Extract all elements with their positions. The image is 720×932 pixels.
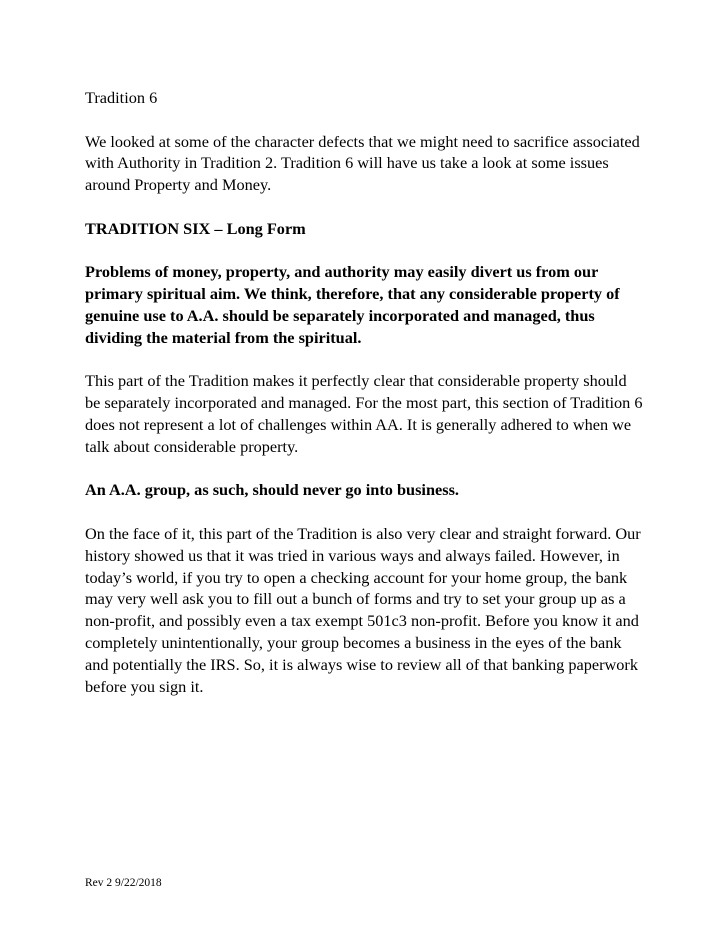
business-paragraph: On the face of it, this part of the Tradition is also very clear and straight forward. Our history showed us that it was tried in various ways and always failed. However, in today’s world, if you try to open a checking account for your home group, the bank may very well ask you to fill out a bunch of forms and try to set your group up as a non-profit, and possibly even a tax exempt 501c3 non-profit. Before you know it and completely unintentionally, your group becomes a business in the eyes of the bank and potentially the IRS. So, it is always wise to review all of that banking paperwork before you sign it. — [85, 523, 641, 696]
document-heading: Tradition 6 — [85, 88, 158, 107]
business-quote: An A.A. group, as such, should never go into business. — [85, 480, 459, 500]
property-paragraph: This part of the Tradition makes it perfectly clear that considerable property should be separately incorporated and managed. For the most part, this section of Tradition 6 does not represent a lot of challenges within AA. It is generally adhered to when we talk about considerable property. — [85, 371, 643, 456]
document-body — [85, 87, 645, 719]
long-form-title: TRADITION SIX – Long Form — [85, 218, 306, 238]
revision-footer: Rev 2 9/22/2018 — [85, 877, 162, 889]
intro-paragraph: We looked at some of the character defects that we might need to sacrifice associated with Authority in Tradition 2. Tradition 6 will have us take a look at some issues around Property and Money. — [85, 131, 640, 195]
long-form-quote: Problems of money, property, and authority may easily divert us from our primary spiritual aim. We think, therefore, that any considerable property of genuine use to A.A. should be separately incorporated and managed, thus dividing the material from the spiritual. — [85, 262, 620, 347]
